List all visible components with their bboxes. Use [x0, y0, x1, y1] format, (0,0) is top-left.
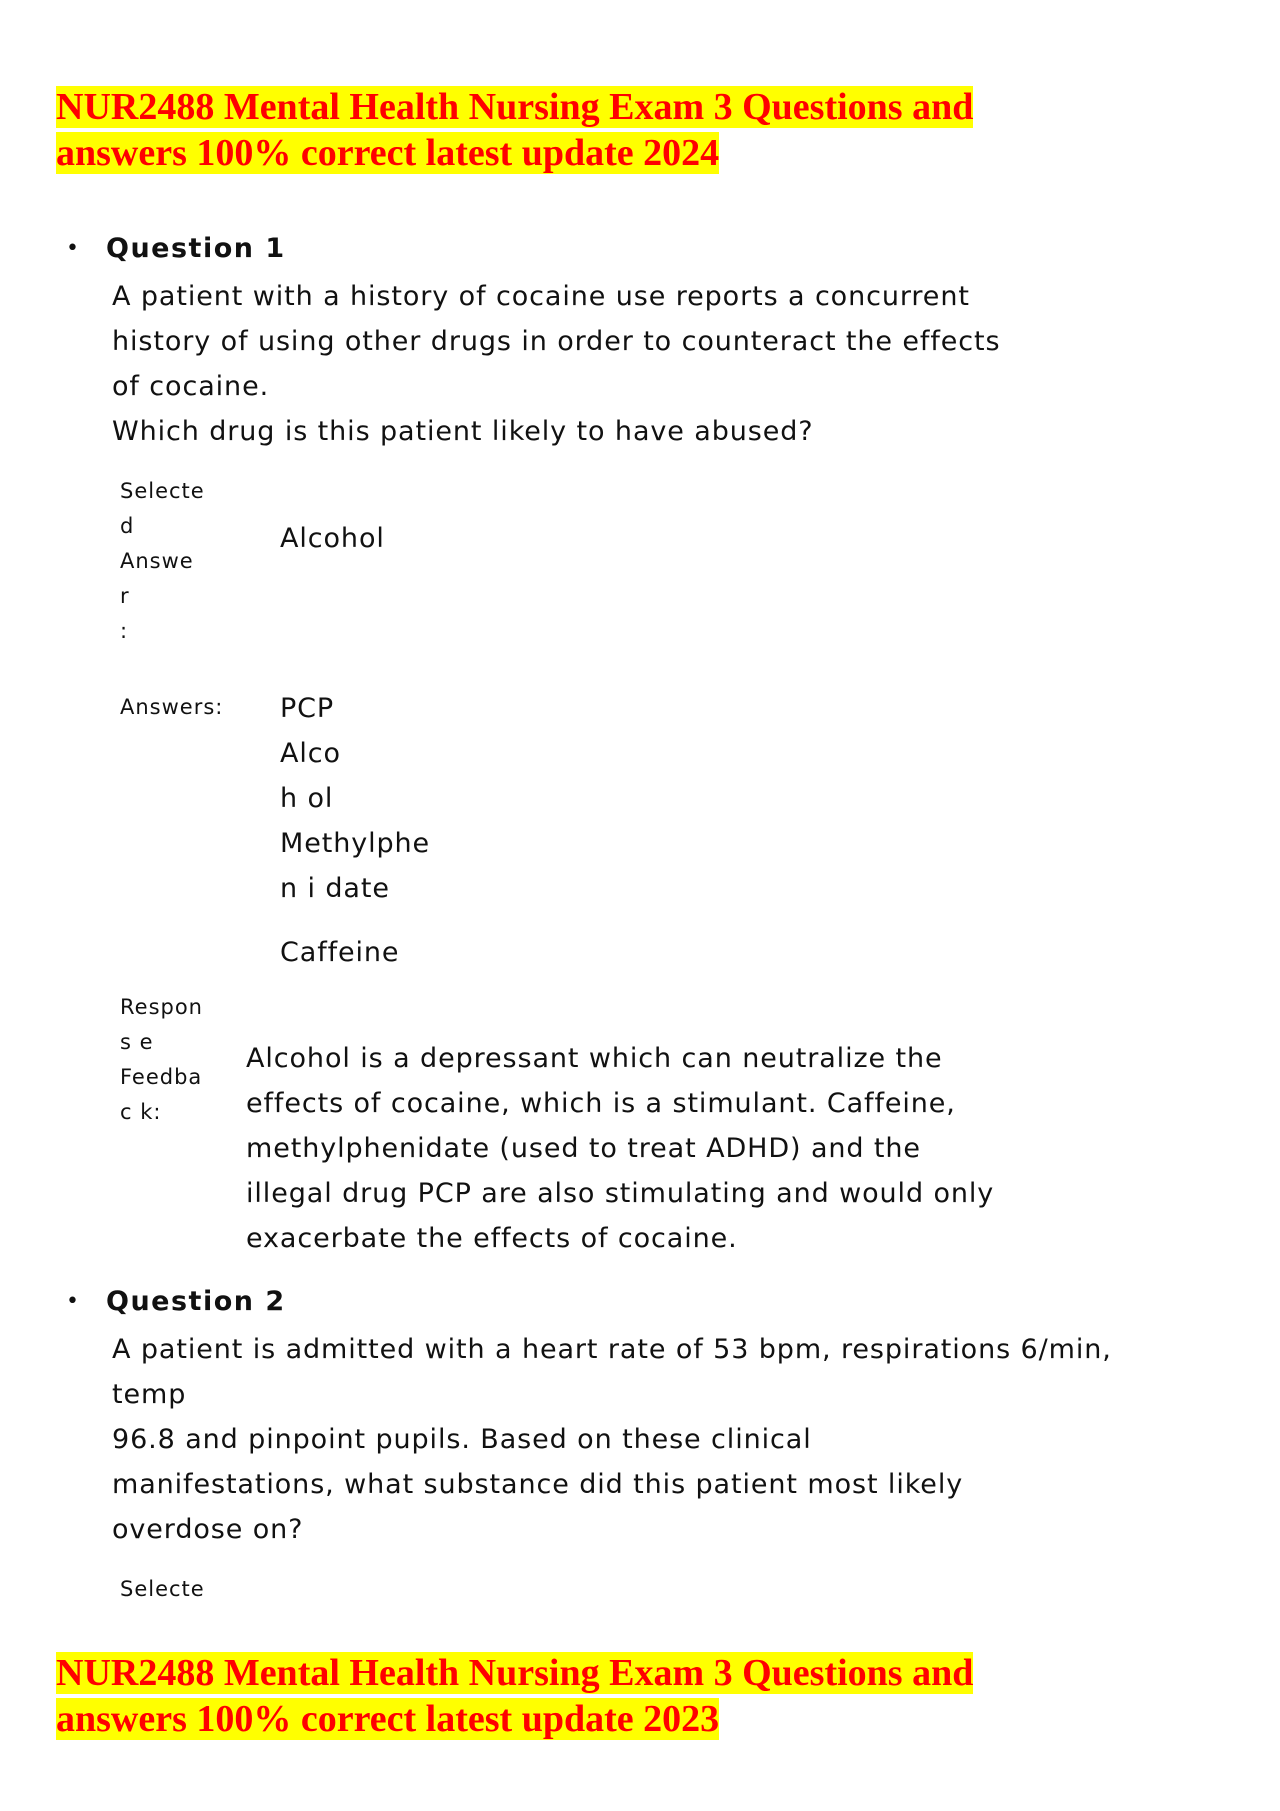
- document-title: [56, 84, 973, 176]
- selected-answer-label: [120, 474, 240, 649]
- selected-answer-value: Alcohol: [280, 523, 385, 554]
- answer-option: PCP: [280, 693, 335, 724]
- bullet-icon: •: [66, 236, 81, 261]
- bullet-icon: •: [66, 1289, 81, 1314]
- question-2-heading: [66, 1285, 286, 1319]
- question-2-text-line: A patient is admitted with a heart rate of 53 bpm, respirations 6/min,: [112, 1334, 1112, 1365]
- feedback-line: exacerbate the effects of cocaine.: [246, 1223, 738, 1254]
- selected-answer-label-line: r: [120, 584, 130, 608]
- question-1-text-line: history of using other drugs in order to counteract the effects: [112, 326, 1001, 357]
- question-1-text: [112, 274, 1212, 454]
- response-feedback-label-line: Respon: [120, 995, 203, 1019]
- response-feedback-text: [246, 1036, 1126, 1261]
- document-footer-title: [56, 1650, 973, 1742]
- answer-option: Caffeine: [280, 937, 400, 968]
- selected-answer-label: Selecte: [120, 1577, 205, 1601]
- document-title-line-2: answers 100% correct latest update 2024: [56, 132, 720, 174]
- answers-list: [280, 686, 430, 911]
- selected-answer-label-line: :: [120, 619, 129, 643]
- answer-option: h ol: [280, 783, 334, 814]
- question-2-text-line: 96.8 and pinpoint pupils. Based on these clinical: [112, 1424, 812, 1455]
- question-1-text-line: of cocaine.: [112, 371, 270, 402]
- response-feedback-label-line: Feedba: [120, 1065, 203, 1089]
- footer-title-line-1: NUR2488 Mental Health Nursing Exam 3 Questions and: [56, 1652, 974, 1694]
- answers-label: Answers:: [120, 695, 224, 719]
- feedback-line: methylphenidate (used to treat ADHD) and the: [246, 1133, 921, 1164]
- feedback-line: illegal drug PCP are also stimulating and would only: [246, 1178, 995, 1209]
- question-2-text-line: overdose on?: [112, 1514, 304, 1545]
- response-feedback-label-line: c k:: [120, 1100, 162, 1124]
- footer-title-line-2: answers 100% correct latest update 2023: [56, 1698, 720, 1740]
- selected-answer-label-line: d: [120, 514, 135, 538]
- question-2-text: [112, 1327, 1212, 1552]
- selected-answer-label-line: Answe: [120, 549, 194, 573]
- feedback-line: Alcohol is a depressant which can neutralize the: [246, 1043, 943, 1074]
- selected-answer-label-line: Selecte: [120, 479, 205, 503]
- response-feedback-label: [120, 990, 240, 1130]
- question-1-heading: [66, 232, 286, 266]
- question-2-title: Question 2: [106, 1286, 286, 1317]
- question-1-title: Question 1: [106, 233, 286, 264]
- question-1-text-line: A patient with a history of cocaine use reports a concurrent: [112, 281, 970, 312]
- feedback-line: effects of cocaine, which is a stimulant. Caffeine,: [246, 1088, 956, 1119]
- question-2-text-line: manifestations, what substance did this patient most likely: [112, 1469, 964, 1500]
- answer-option: n i date: [280, 873, 390, 904]
- question-1-text-line: Which drug is this patient likely to have abused?: [112, 416, 814, 447]
- answer-option: Methylphe: [280, 828, 431, 859]
- question-2-text-line: temp: [112, 1379, 187, 1410]
- response-feedback-label-line: s e: [120, 1030, 154, 1054]
- document-title-line-1: NUR2488 Mental Health Nursing Exam 3 Questions and: [56, 86, 974, 128]
- answer-option: Alco: [280, 738, 341, 769]
